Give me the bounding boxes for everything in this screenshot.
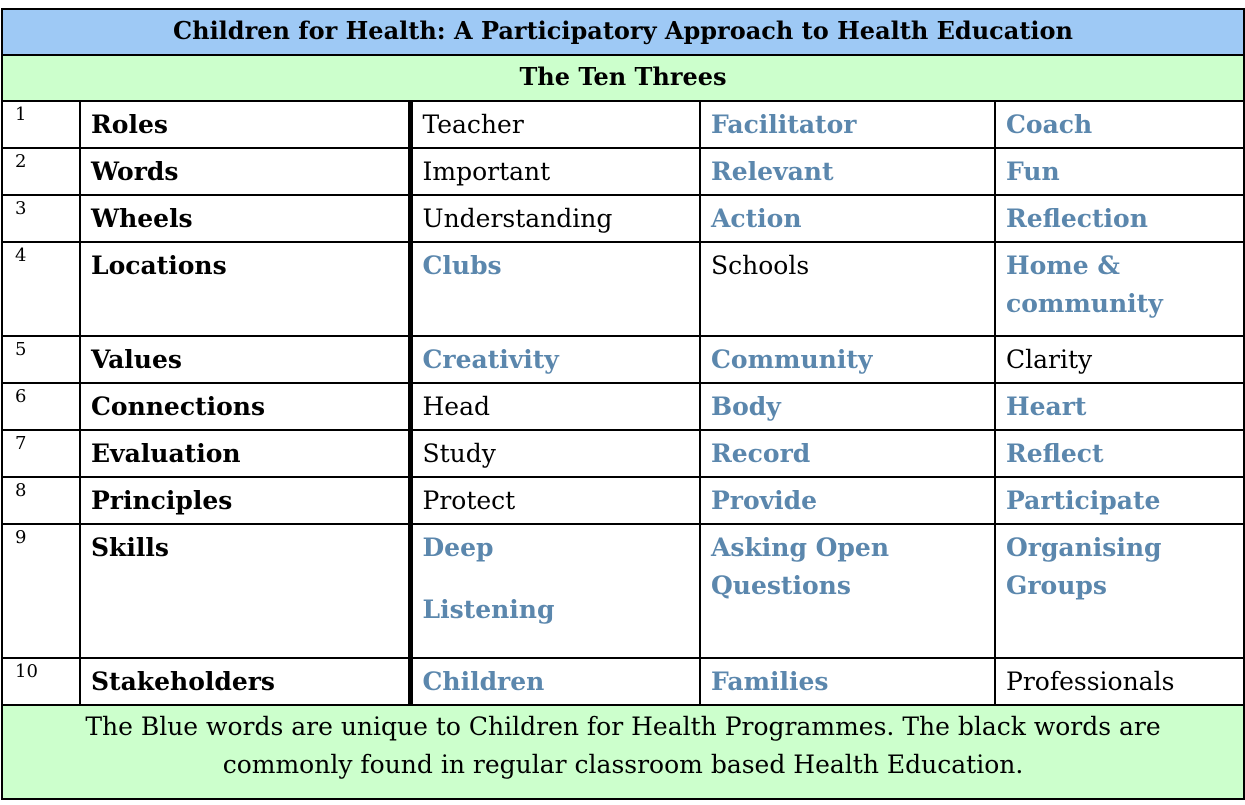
row-cell: Important xyxy=(410,148,700,195)
row-number: 1 xyxy=(2,101,80,148)
table-row xyxy=(2,195,1244,242)
row-number: 9 xyxy=(2,524,80,658)
row-cell: Coach xyxy=(995,101,1244,148)
table-row xyxy=(2,524,1244,658)
row-number: 2 xyxy=(2,148,80,195)
row-cell: Creativity xyxy=(410,336,700,383)
row-category: Principles xyxy=(80,477,410,524)
row-cell: Provide xyxy=(700,477,995,524)
row-cell: Fun xyxy=(995,148,1244,195)
row-number: 10 xyxy=(2,658,80,705)
row-category: Wheels xyxy=(80,195,410,242)
row-cell xyxy=(410,524,700,658)
row-number: 3 xyxy=(2,195,80,242)
line-gap xyxy=(423,567,690,591)
row-number: 5 xyxy=(2,336,80,383)
ten-threes-table xyxy=(1,8,1245,800)
row-number: 7 xyxy=(2,430,80,477)
row-cell: Record xyxy=(700,430,995,477)
row-cell: Children xyxy=(410,658,700,705)
row-cell: Body xyxy=(700,383,995,430)
row-category: Skills xyxy=(80,524,410,658)
table-footer-note: The Blue words are unique to Children for Health Programmes. The black words are commonly found in regular classroom based Health Education. xyxy=(2,705,1244,799)
row-cell: Reflection xyxy=(995,195,1244,242)
row-cell: Families xyxy=(700,658,995,705)
row-cell: Home & community xyxy=(995,242,1244,336)
row-cell-line: Deep xyxy=(422,533,494,562)
row-cell: Asking Open Questions xyxy=(700,524,995,658)
row-category: Roles xyxy=(80,101,410,148)
row-number: 8 xyxy=(2,477,80,524)
row-cell: Understanding xyxy=(410,195,700,242)
row-cell: Protect xyxy=(410,477,700,524)
row-cell: Schools xyxy=(700,242,995,336)
table-row xyxy=(2,477,1244,524)
row-category: Locations xyxy=(80,242,410,336)
row-category: Connections xyxy=(80,383,410,430)
row-category: Evaluation xyxy=(80,430,410,477)
table-row xyxy=(2,101,1244,148)
row-cell: Study xyxy=(410,430,700,477)
ten-threes-document xyxy=(1,8,1243,800)
row-cell: Head xyxy=(410,383,700,430)
table-title: Children for Health: A Participatory Approach to Health Education xyxy=(2,9,1244,55)
row-cell: Professionals xyxy=(995,658,1244,705)
row-category: Stakeholders xyxy=(80,658,410,705)
row-cell: Action xyxy=(700,195,995,242)
row-number: 6 xyxy=(2,383,80,430)
row-cell: Heart xyxy=(995,383,1244,430)
table-row xyxy=(2,383,1244,430)
table-row xyxy=(2,242,1244,336)
table-row xyxy=(2,658,1244,705)
row-cell: Clubs xyxy=(410,242,700,336)
row-category: Words xyxy=(80,148,410,195)
row-number: 4 xyxy=(2,242,80,336)
row-cell-line: Listening xyxy=(422,595,555,624)
table-row xyxy=(2,148,1244,195)
row-cell: Teacher xyxy=(410,101,700,148)
table-row xyxy=(2,430,1244,477)
row-cell: Reflect xyxy=(995,430,1244,477)
row-cell: Facilitator xyxy=(700,101,995,148)
row-cell: Organising Groups xyxy=(995,524,1244,658)
table-row xyxy=(2,336,1244,383)
table-subtitle: The Ten Threes xyxy=(2,55,1244,101)
row-cell: Clarity xyxy=(995,336,1244,383)
row-cell: Community xyxy=(700,336,995,383)
row-cell: Relevant xyxy=(700,148,995,195)
row-cell: Participate xyxy=(995,477,1244,524)
row-category: Values xyxy=(80,336,410,383)
